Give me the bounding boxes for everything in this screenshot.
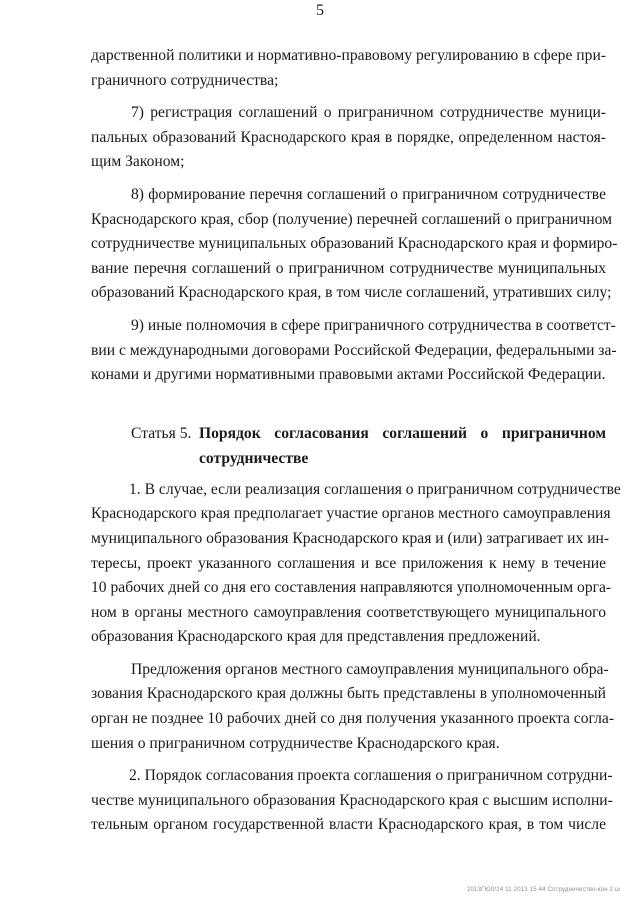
text-line: зования Краснодарского края должны быть представлены в уполномоченный [91,685,606,703]
text-line: Предложения органов местного самоуправления муниципального обра- [131,660,609,678]
article-label: Статья 5. [131,424,192,442]
text-line: шения о приграничном сотрудничестве Краснодарского края. [91,734,500,752]
clause-2 [91,764,613,838]
list-item-9 [91,314,617,388]
text-line: пальных образований Краснодарского края в порядке, определенном настоя- [91,128,606,146]
paragraph [91,44,606,93]
text-line: образования Краснодарского края для представления предложений. [91,628,541,646]
text-line: тельным органом государственной власти Краснодарского края, в том числе [91,816,606,834]
text-line: честве муниципального образования Краснодарского края с высшим исполни- [91,791,613,809]
text-line: граничного сотрудничества; [91,71,279,89]
text-line: 1. В случае, если реализация соглашения о приграничном сотрудничестве [129,480,621,498]
text-line: орган не позднее 10 рабочих дней со дня получения указанного проекта согла- [91,710,615,728]
list-item-8 [91,183,618,306]
text-line: тересы, проект указанного соглашения и все приложения к нему в течение [91,554,606,572]
clause-1 [91,478,621,650]
text-line: сотрудничестве муниципальных образований Краснодарского края и формиро- [91,235,618,253]
text-line: вание перечня соглашений о приграничном сотрудничестве муниципальных [91,259,606,277]
article-title-line2: сотрудничестве [199,449,309,467]
text-line: 9) иные полномочия в сфере приграничного сотрудничества в соответст- [131,316,616,334]
footer-note: 2013ГЮ0/24 11 2013 15 44 Сотрудничество-кон 2 ш [466,887,620,893]
text-line: образований Краснодарского края, в том числе соглашений, утративших силу; [91,284,612,302]
paragraph [91,658,615,756]
text-line: Краснодарского края предполагает участие органов местного самоуправления [91,505,611,523]
list-item-7 [91,101,606,175]
text-line: вии с международными договорами Российской Федерации, федеральными за- [91,341,617,359]
page-number: 5 [316,2,324,19]
text-line: 2. Порядок согласования проекта соглашения о приграничном сотрудни- [129,767,613,785]
text-line: ном в органы местного самоуправления соответствующего муниципального [91,603,606,621]
article-title-line1: Порядок согласования соглашений о приграничном [199,424,606,442]
text-line: 10 рабочих дней со дня его составления направляются уполномоченным орга- [91,579,612,597]
text-line: щим Законом; [91,153,185,171]
document-body [91,44,621,838]
text-line: 7) регистрация соглашений о приграничном сотрудничестве муници- [131,104,606,122]
text-line: конами и другими нормативными правовыми актами Российской Федерации. [91,366,606,384]
article-heading [91,422,606,478]
text-line: 8) формирование перечня соглашений о приграничном сотрудничестве [131,185,606,203]
text-line: дарственной политики и нормативно-правовому регулированию в сфере при- [91,47,606,64]
text-line: муниципального образования Краснодарского края и (или) затрагивает их ин- [91,529,610,547]
text-line: Краснодарского края, сбор (получение) перечней соглашений о приграничном [91,210,612,228]
